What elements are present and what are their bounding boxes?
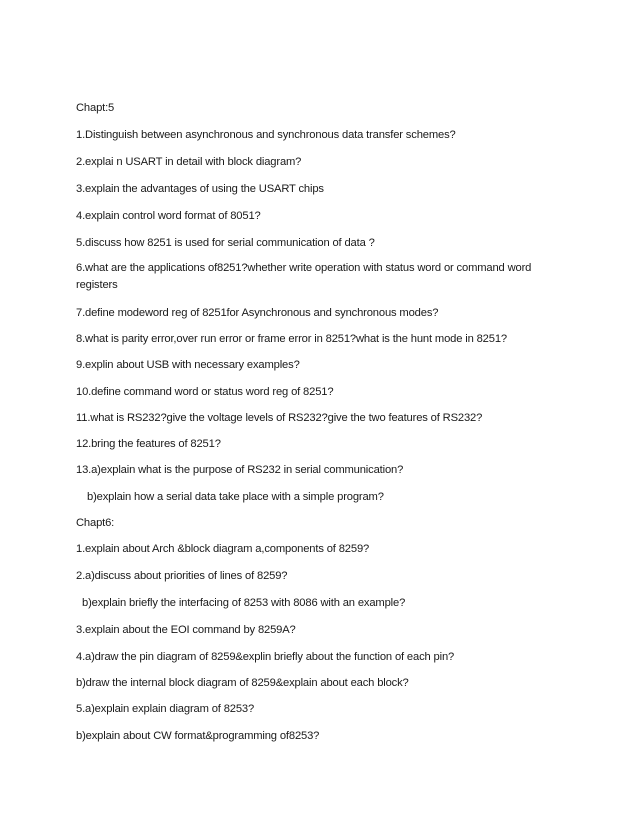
question-item: 2.a)discuss about priorities of lines of 8259? [76,570,288,582]
question-item: 4.explain control word format of 8051? [76,210,261,222]
question-item: 3.explain about the EOI command by 8259A? [76,624,296,636]
question-item: 9.explin about USB with necessary examples? [76,359,300,371]
question-item: 6.what are the applications of8251?whether write operation with status word or command word registers [76,262,532,291]
question-item: 2.explai n USART in detail with block diagram? [76,156,302,168]
question-subitem: b)explain about CW format&programming of8253? [76,730,320,742]
question-subitem: b)draw the internal block diagram of 8259&explain about each block? [76,677,409,689]
question-item: 7.define modeword reg of 8251for Asynchronous and synchronous modes? [76,307,439,319]
question-item: 13.a)explain what is the purpose of RS232 in serial communication? [76,464,404,476]
question-item: 5.a)explain explain diagram of 8253? [76,703,255,715]
question-item: 1.explain about Arch &block diagram a,components of 8259? [76,543,370,555]
question-item: 1.Distinguish between asynchronous and synchronous data transfer schemes? [76,129,456,141]
question-item: 11.what is RS232?give the voltage levels of RS232?give the two features of RS232? [76,412,483,424]
question-item: 3.explain the advantages of using the USART chips [76,183,324,195]
question-item: 8.what is parity error,over run error or frame error in 8251?what is the hunt mode in 8251? [76,333,507,345]
question-item: 4.a)draw the pin diagram of 8259&explin briefly about the function of each pin? [76,651,455,663]
chapter-heading: Chapt:5 [76,102,115,114]
question-subitem: b)explain how a serial data take place with a simple program? [87,491,384,503]
question-subitem: b)explain briefly the interfacing of 8253 with 8086 with an example? [82,597,406,609]
question-item: 10.define command word or status word reg of 8251? [76,386,334,398]
question-item: 5.discuss how 8251 is used for serial communication of data ? [76,237,375,249]
question-item: 12.bring the features of 8251? [76,438,221,450]
chapter-heading: Chapt6: [76,517,115,529]
